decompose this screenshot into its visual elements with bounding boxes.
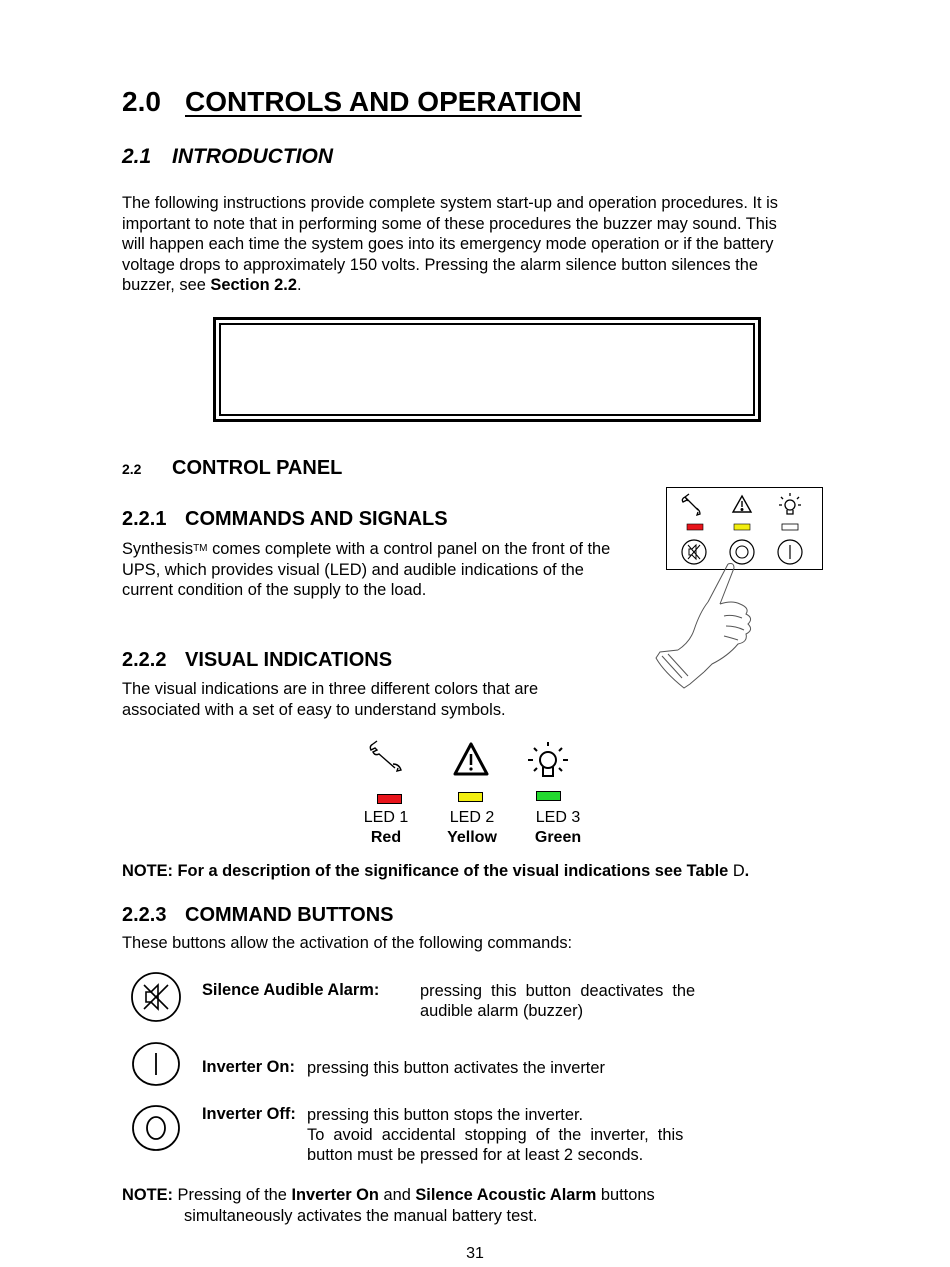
inverter-off-text-2: To avoid accidental stopping of the inverter, this (307, 1126, 684, 1144)
control-panel-illustration (666, 487, 823, 570)
intro-line: will happen each time the system goes into its emergency mode operation or if the battery (122, 235, 774, 253)
control-panel-graphic (667, 488, 822, 569)
panel-led-yellow (734, 524, 750, 530)
section-title (122, 86, 582, 118)
intro-line: important to note that in performing some of these procedures the buzzer may sound. This (122, 214, 777, 233)
inverter-on-button-icon (131, 1041, 181, 1087)
led-2-indicator (458, 792, 483, 802)
commands-signals-paragraph: SynthesisTM comes complete with a control panel on the front of the UPS, which provides visual (LED) and audible indications of the current condition of the supply to the load. (122, 540, 611, 599)
silence-alarm-button-icon (130, 971, 182, 1023)
led-3-indicator (536, 791, 561, 801)
led-3-label: LED 3 (535, 809, 581, 826)
intro-number: 2.1 (122, 145, 152, 168)
trademark: TM (193, 543, 208, 554)
inverter-off-label: Inverter Off: (202, 1105, 296, 1123)
warning-icon (733, 496, 751, 512)
command-buttons-intro: These buttons allow the activation of the following commands: (122, 934, 573, 952)
intro-heading (122, 145, 333, 169)
section-title-text: CONTROLS AND OPERATION (185, 86, 582, 117)
led-2-color: Yellow (447, 829, 497, 846)
intro-line: voltage drops to approximately 150 volts. Pressing the alarm silence button silences the (122, 255, 758, 274)
wrench-icon (365, 738, 410, 774)
commands-signals-heading: 2.2.1 COMMANDS AND SIGNALS (122, 508, 448, 530)
section-number: 2.0 (122, 86, 161, 117)
led-1-indicator (377, 794, 402, 804)
command-buttons-heading: 2.2.3 COMMAND BUTTONS (122, 904, 394, 926)
control-panel-title: CONTROL PANEL (172, 457, 343, 479)
panel-led-off (782, 524, 798, 530)
intro-line: buzzer, see Section 2.2. (122, 276, 302, 294)
inverter-off-button-icon (131, 1104, 181, 1152)
page-number: 31 (466, 1245, 484, 1262)
led-3-color: Green (534, 829, 582, 846)
intro-line: The following instructions provide complete system start-up and operation procedures. It is (122, 194, 778, 212)
control-panel-heading (122, 457, 342, 480)
note-battery-test: NOTE: Pressing of the Inverter On and Silence Acoustic Alarm buttons simultaneously activates the manual battery test. (122, 1186, 655, 1225)
lightbulb-icon (524, 738, 572, 782)
led-2-label: LED 2 (449, 809, 495, 826)
visual-indications-heading: 2.2.2 VISUAL INDICATIONS (122, 649, 393, 671)
inverter-on-label: Inverter On: (202, 1058, 295, 1076)
silence-alarm-text-2: audible alarm (buzzer) (420, 1002, 584, 1020)
panel-led-red (687, 524, 703, 530)
silence-alarm-text: pressing this button deactivates the (420, 982, 696, 1000)
silence-alarm-label: Silence Audible Alarm: (202, 981, 380, 999)
pointing-hand-illustration (650, 560, 760, 692)
section-ref: Section 2.2 (210, 276, 297, 294)
inverter-on-text: pressing this button activates the inverter (307, 1059, 605, 1077)
inverter-off-text: pressing this button stops the inverter. (307, 1106, 584, 1124)
brand-name: Synthesis (122, 540, 194, 558)
control-panel-number: 2.2 (122, 461, 142, 477)
lightbulb-icon (779, 493, 801, 514)
inverter-off-text-3: button must be pressed for at least 2 seconds. (307, 1146, 644, 1164)
intro-title: INTRODUCTION (172, 145, 333, 168)
led-1-label: LED 1 (363, 809, 409, 826)
warning-icon (450, 740, 492, 778)
led-1-color: Red (370, 829, 402, 846)
table-ref: D (732, 862, 745, 880)
empty-frame-inner (219, 323, 755, 416)
note-table-reference: NOTE: For a description of the significance of the visual indications see Table D. (122, 862, 750, 880)
intro-paragraph (122, 193, 824, 296)
wrench-icon (682, 494, 700, 515)
visual-indications-paragraph: The visual indications are in three different colors that are associated with a set of easy to understand symbols. (122, 680, 539, 719)
